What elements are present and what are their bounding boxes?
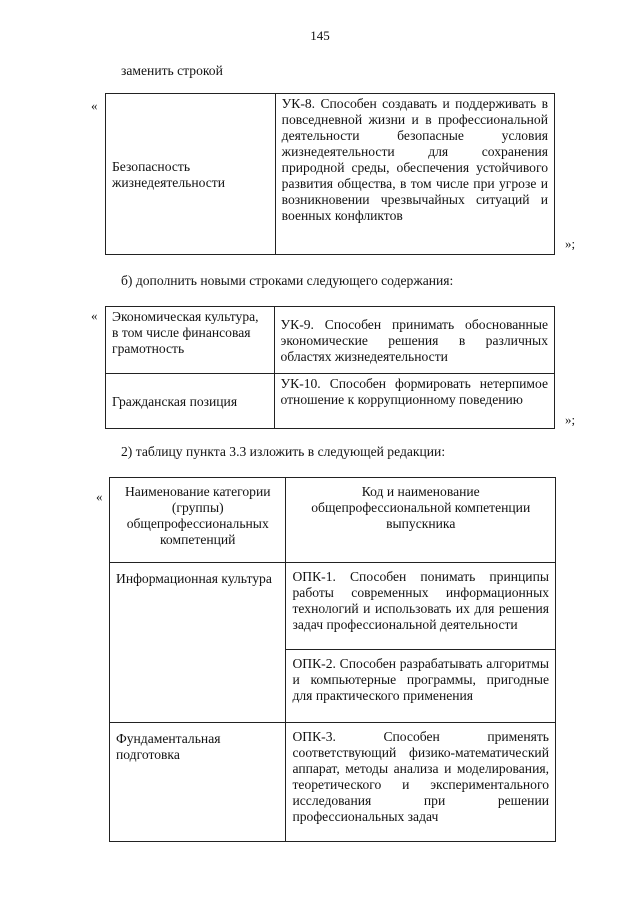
quote-open-2: «: [91, 308, 98, 323]
header-category: Наименование категории (группы) общепрофессиональных компетенций: [110, 478, 286, 563]
page-number: 145: [310, 28, 330, 43]
quote-close-1: »;: [565, 236, 576, 251]
competence-cell: ОПК-3. Способен применять соответствующий физико-математический аппарат, методы анализа и моделирования, теоретического и экспериментального исследования при решении профессиональных задач: [286, 723, 556, 842]
table-header-row: [110, 478, 556, 563]
table-uk8: [105, 93, 555, 255]
category-cell: Информационная культура: [110, 563, 286, 723]
header-competence: Код и наименование общепрофессиональной компетенции выпускника: [286, 478, 556, 563]
table-33: [109, 477, 556, 842]
quote-open-1: «: [91, 98, 98, 113]
table-new-rows: [105, 306, 555, 429]
table-row: [106, 374, 555, 429]
competence-cell: УК-9. Способен принимать обоснованные экономические решения в различных областях жизнедеятельности: [274, 307, 555, 374]
competence-cell: УК-10. Способен формировать нетерпимое отношение к коррупционному поведению: [274, 374, 555, 429]
table-row: [106, 307, 555, 374]
replace-line-intro: заменить строкой: [121, 63, 223, 78]
quote-close-2: »;: [565, 412, 576, 427]
category-cell: Экономическая культура, в том числе финансовая грамотность: [106, 307, 275, 374]
table-row: [106, 94, 555, 255]
category-cell: Фундаментальная подготовка: [110, 723, 286, 842]
category-cell: Гражданская позиция: [106, 374, 275, 429]
add-rows-intro: б) дополнить новыми строками следующего содержания:: [121, 273, 454, 288]
table-row: [110, 723, 556, 842]
competence-cell: УК-8. Способен создавать и поддерживать в повседневной жизни и в профессиональной деятельности безопасные условия жизнедеятельности для сохранения природной среды, обеспечения устойчивого развития общества, в том числе при угрозе и возникновении чрезвычайных ситуаций и военных конфликтов: [275, 94, 554, 255]
category-cell: Безопасность жизнедеятельности: [106, 94, 276, 255]
table-33-intro: 2) таблицу пункта 3.3 изложить в следующей редакции:: [121, 444, 446, 459]
table-row: [110, 563, 556, 650]
quote-open-3: «: [96, 489, 103, 504]
competence-cell: ОПК-1. Способен понимать принципы работы современных информационных технологий и использовать их для решения задач профессиональной деятельности: [286, 563, 556, 650]
competence-cell: ОПК-2. Способен разрабатывать алгоритмы и компьютерные программы, пригодные для практического применения: [286, 650, 556, 723]
